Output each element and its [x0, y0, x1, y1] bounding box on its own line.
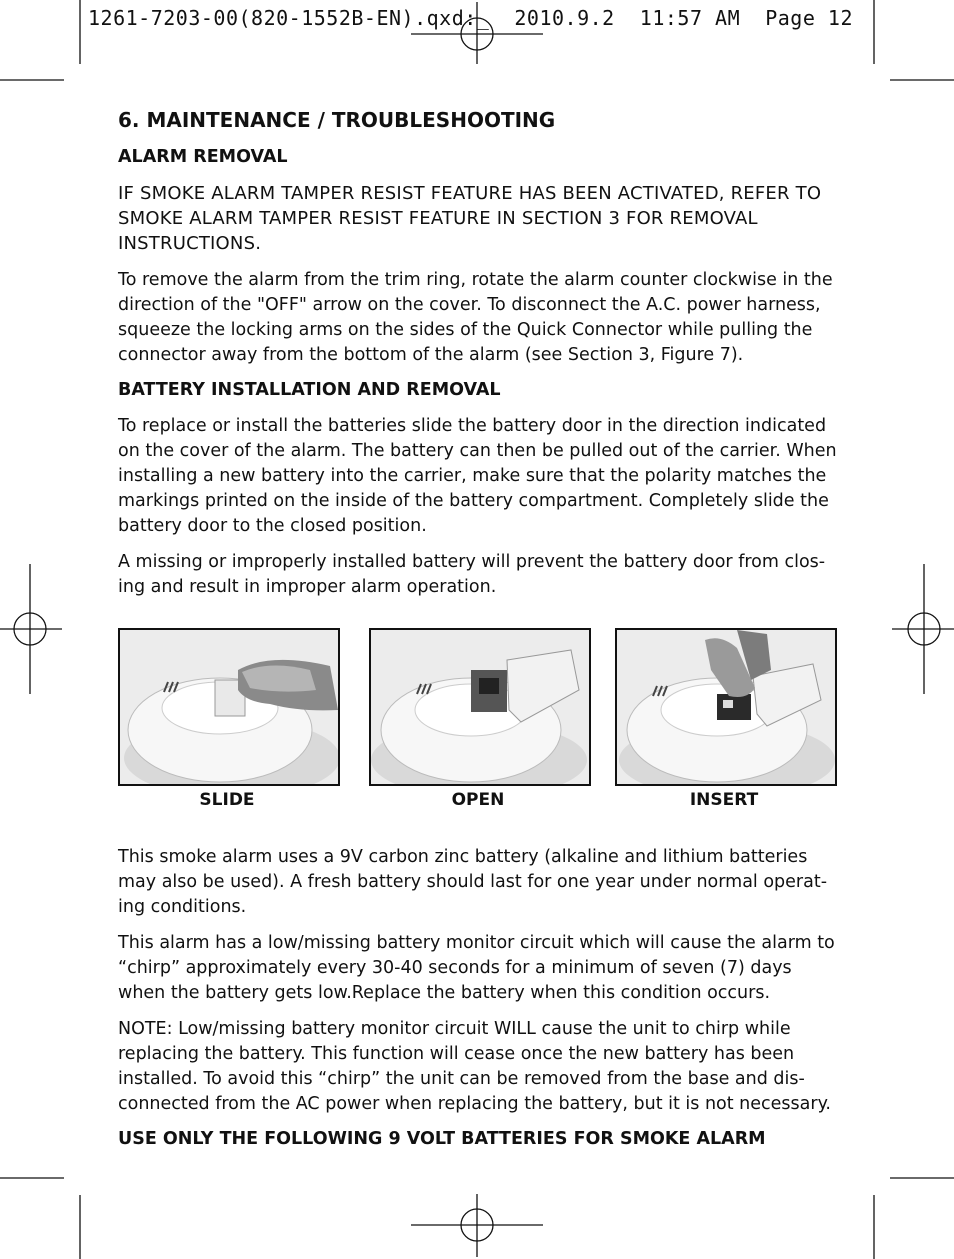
battery-paragraph: To replace or install the batteries slide the battery door in the direction indicated on the cover of the alarm. The battery can then be pulled out of the carrier. When installing a new battery into the carrier, make sure that the polarity matches the markings printed on the inside of the battery compartment. Completely slide the battery door to the closed position. [118, 415, 837, 536]
tamper-notice: IF SMOKE ALARM TAMPER RESIST FEATURE HAS BEEN ACTIVATED, REFER TO SMOKE ALARM TAMPER RESIST FEATURE IN SECTION 3 FOR REMOVAL INSTRUCTIONS. [118, 182, 822, 254]
figure-caption-slide: SLIDE [199, 789, 255, 810]
note-paragraph: NOTE: Low/missing battery monitor circuit WILL cause the unit to chirp while replacing the battery. This function will cease once the new battery has been installed. To avoid this “chirp” the unit can be removed from the base and dis-connected from the AC power when replacing the battery, but it is not necessary. [118, 1018, 831, 1114]
smoke-alarm-open-illustration [371, 630, 589, 784]
battery-type-paragraph: This smoke alarm uses a 9V carbon zinc battery (alkaline and lithium batteries may also be used). A fresh battery should last for one year under normal operat-ing conditions. [118, 846, 828, 917]
smoke-alarm-insert-illustration [617, 630, 835, 784]
figure-open-photo [369, 628, 591, 786]
use-only-heading: USE ONLY THE FOLLOWING 9 VOLT BATTERIES FOR SMOKE ALARM [118, 1128, 766, 1149]
section-title: 6. MAINTENANCE / TROUBLESHOOTING [118, 108, 556, 132]
battery-figures [118, 628, 843, 833]
removal-paragraph: To remove the alarm from the trim ring, rotate the alarm counter clockwise in the direction of the "OFF" arrow on the cover. To disconnect the A.C. power harness, squeeze the locking arms on the sides of the Quick Connector while pulling the connector away from the bottom of the alarm (see Section 3, Figure 7). [118, 269, 833, 365]
print-slug: 1261-7203-00(820-1552B-EN).qxd:_ 2010.9.2 11:57 AM Page 12 [88, 6, 854, 30]
figure-slide-photo [118, 628, 340, 786]
monitor-circuit-paragraph: This alarm has a low/missing battery monitor circuit which will cause the alarm to “chirp” approximately every 30-40 seconds for a minimum of seven (7) days when the battery gets low.Replace the battery when this condition occurs. [118, 932, 835, 1003]
battery-heading: BATTERY INSTALLATION AND REMOVAL [118, 379, 501, 400]
missing-battery-paragraph: A missing or improperly installed battery will prevent the battery door from clos-ing and result in improper alarm operation. [118, 551, 826, 597]
figure-caption-insert: INSERT [689, 789, 759, 810]
figure-caption-open: OPEN [451, 789, 505, 810]
smoke-alarm-slide-illustration [120, 630, 338, 784]
figure-insert-photo [615, 628, 837, 786]
alarm-removal-heading: ALARM REMOVAL [118, 147, 288, 167]
page-content [118, 108, 843, 1162]
